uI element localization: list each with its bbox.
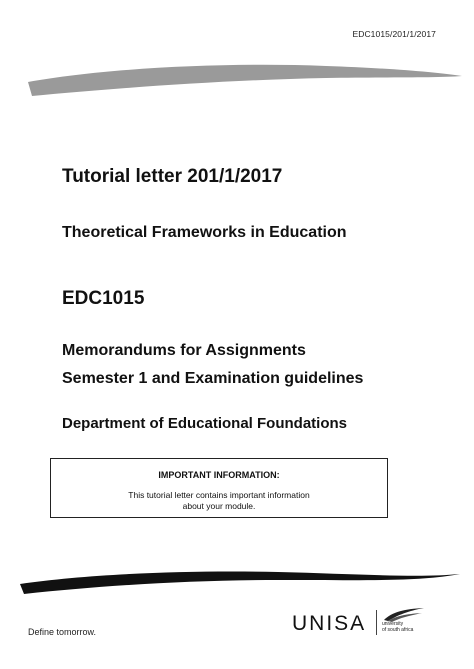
unisa-wings-icon [382,606,426,622]
unisa-logo-text: UNISA [292,612,367,635]
tagline: Define tomorrow. [28,627,97,637]
department-name: Department of Educational Foundations [62,415,348,432]
grey-swoosh-decoration [26,60,464,100]
logo-subtext-2: of south africa [382,627,414,633]
black-swoosh-decoration [18,562,462,596]
logo-subtext-1: university [382,621,404,627]
content-line-2: Semester 1 and Examination guidelines [62,370,364,387]
info-text-line-1: This tutorial letter contains important information [128,490,310,500]
logo-divider [376,610,377,635]
info-text-line-2: about your module. [182,501,256,511]
module-name: Theoretical Frameworks in Education [62,224,347,241]
important-information-box [50,458,388,518]
tutorial-letter-title: Tutorial letter 201/1/2017 [62,166,283,187]
content-line-1: Memorandums for Assignments [62,342,306,359]
info-heading: IMPORTANT INFORMATION: [158,470,280,480]
document-code: EDC1015/201/1/2017 [352,29,436,39]
module-code: EDC1015 [62,288,145,309]
